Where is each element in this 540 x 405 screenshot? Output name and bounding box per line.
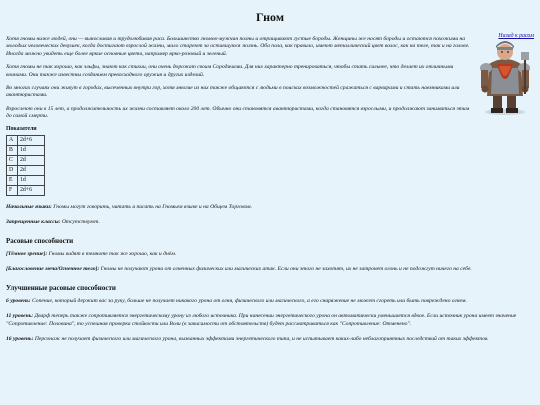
stats-table [6,135,45,196]
stat-key: C [7,156,18,166]
intro-paragraph: Взрослеют они в 15 лет, а продолжительность их жизни составляет около 200 лет. Обычно они становятся авантюристами, когда становятся взрослыми, и продолжают заниматься этим до самой смерти. [6,105,470,119]
stats-section [6,126,534,196]
table-row [7,166,45,176]
stat-key: E [7,176,18,186]
table-row [7,176,45,186]
intro-paragraph: Хотя гномы не так хорошо, как эльфы, знают как стихии, они очень дорожат своим Сородичами. Для них характерно тренироваться, чтобы стать сильнее, что делает их отличными воинами. Они также известны созданием превосходного оружия и других изделий. [6,64,454,78]
intro-section [6,36,534,120]
ability-label: [Тёмное зрение]: [6,251,48,257]
gnome-illustration-image [479,34,531,116]
ability-paragraph [6,251,534,258]
ability-text: Гномы видят в темноте так же хорошо, как и днём. [47,251,177,257]
improved-ability-label: 11 уровень: [6,313,34,320]
stat-value: 2d+6 [18,136,45,146]
improved-ability-text: Сопение, который держит вас за руку, больше не получает никакого урона от огня, физического или магического, а его снаряжение не может сгореть или быть повреждено огнем. [30,297,467,304]
improved-ability-label: 6 уровень: [6,297,31,304]
improved-abilities-heading: Улучшенные расовые способности [6,283,116,292]
languages-paragraph [6,204,534,211]
improved-ability-paragraph [6,313,534,328]
ability-paragraph [6,266,534,273]
stat-key: A [7,136,18,146]
stat-value: 2d [18,166,45,176]
improved-ability-paragraph [6,298,534,305]
stats-caption: Показатели [6,126,37,133]
languages-text: Гномы могут говорить, читать и писать на Гномьем языке и на Общем Торговом. [51,204,253,211]
intro-paragraph: Во многих случаях они живут в городах, высеченных внутри гор, хотя многие из них также общаются с людьми в поисках возможностей сражаться с варварами и стать наемниками или авантюристами. [6,84,460,99]
improved-ability-text: Дварф теперь также сопротивляется энергетическому урону из любого источника. При нанесении энергетического урона он автоматически уменьшается вдвое. Если источник урона имеет значение "Сопротивление: Половина", то успешная проверка стойкости или Воли (в зависимости от обстоятельств) будет рассматриваться как "Сопротивление: Отменено". [6,313,517,327]
improved-ability-label: 16 уровень: [6,336,34,343]
ability-label: [Благословение меча/Огненное тело]: [6,266,100,273]
forbidden-classes-text: Отсутствуют. [60,219,100,226]
languages-label: Начальные языки: [6,204,52,211]
stat-key: F [7,186,18,196]
table-row [7,156,45,166]
back-to-races-link[interactable]: Назад к расам [498,33,534,39]
table-row [7,186,45,196]
improved-ability-text: Персонаж не получает физического или магического урона, вызванных эффектами энергетического типа, и не испытывает каких-либо неблагоприятных последствий от таких эффектов. [33,336,489,343]
racial-abilities-heading: Расовые способности [6,236,74,245]
improved-ability-paragraph [6,336,534,343]
stat-value: 1d [18,146,45,156]
stat-value: 2d [18,156,45,166]
forbidden-classes-label: Запрещенные классы: [6,219,61,226]
table-row [7,146,45,156]
ability-text: Гномы не получают урона от огненных физических или магических атак. Если они этого не захотят, их не затронет огонь и не подожгут ничего на себе. [99,266,472,273]
stat-key: B [7,146,18,156]
stat-value: 2d+6 [18,186,45,196]
stat-key: D [7,166,18,176]
page-title: Гном [255,10,285,24]
table-row [7,136,45,146]
stat-value: 1d [18,176,45,186]
intro-paragraph: Хотя гномы ниже людей, они — выносливая и трудолюбивая раса. Большинство гномов-мужчин полны и отращивают густые бороды. Женщины же носят бороды и остаются похожими на молодых человеческих девушек, когда достигают взрослой жизни, мало стареют за оставшуюся жизнь. Оба пола, как правило, имеют металлический цвет волос, как на теле, так и на голове. Иногда можно увидеть еще более яркие основные цвета, например ярко-розовый и зеленый. [6,36,470,57]
forbidden-classes-paragraph [6,219,534,226]
